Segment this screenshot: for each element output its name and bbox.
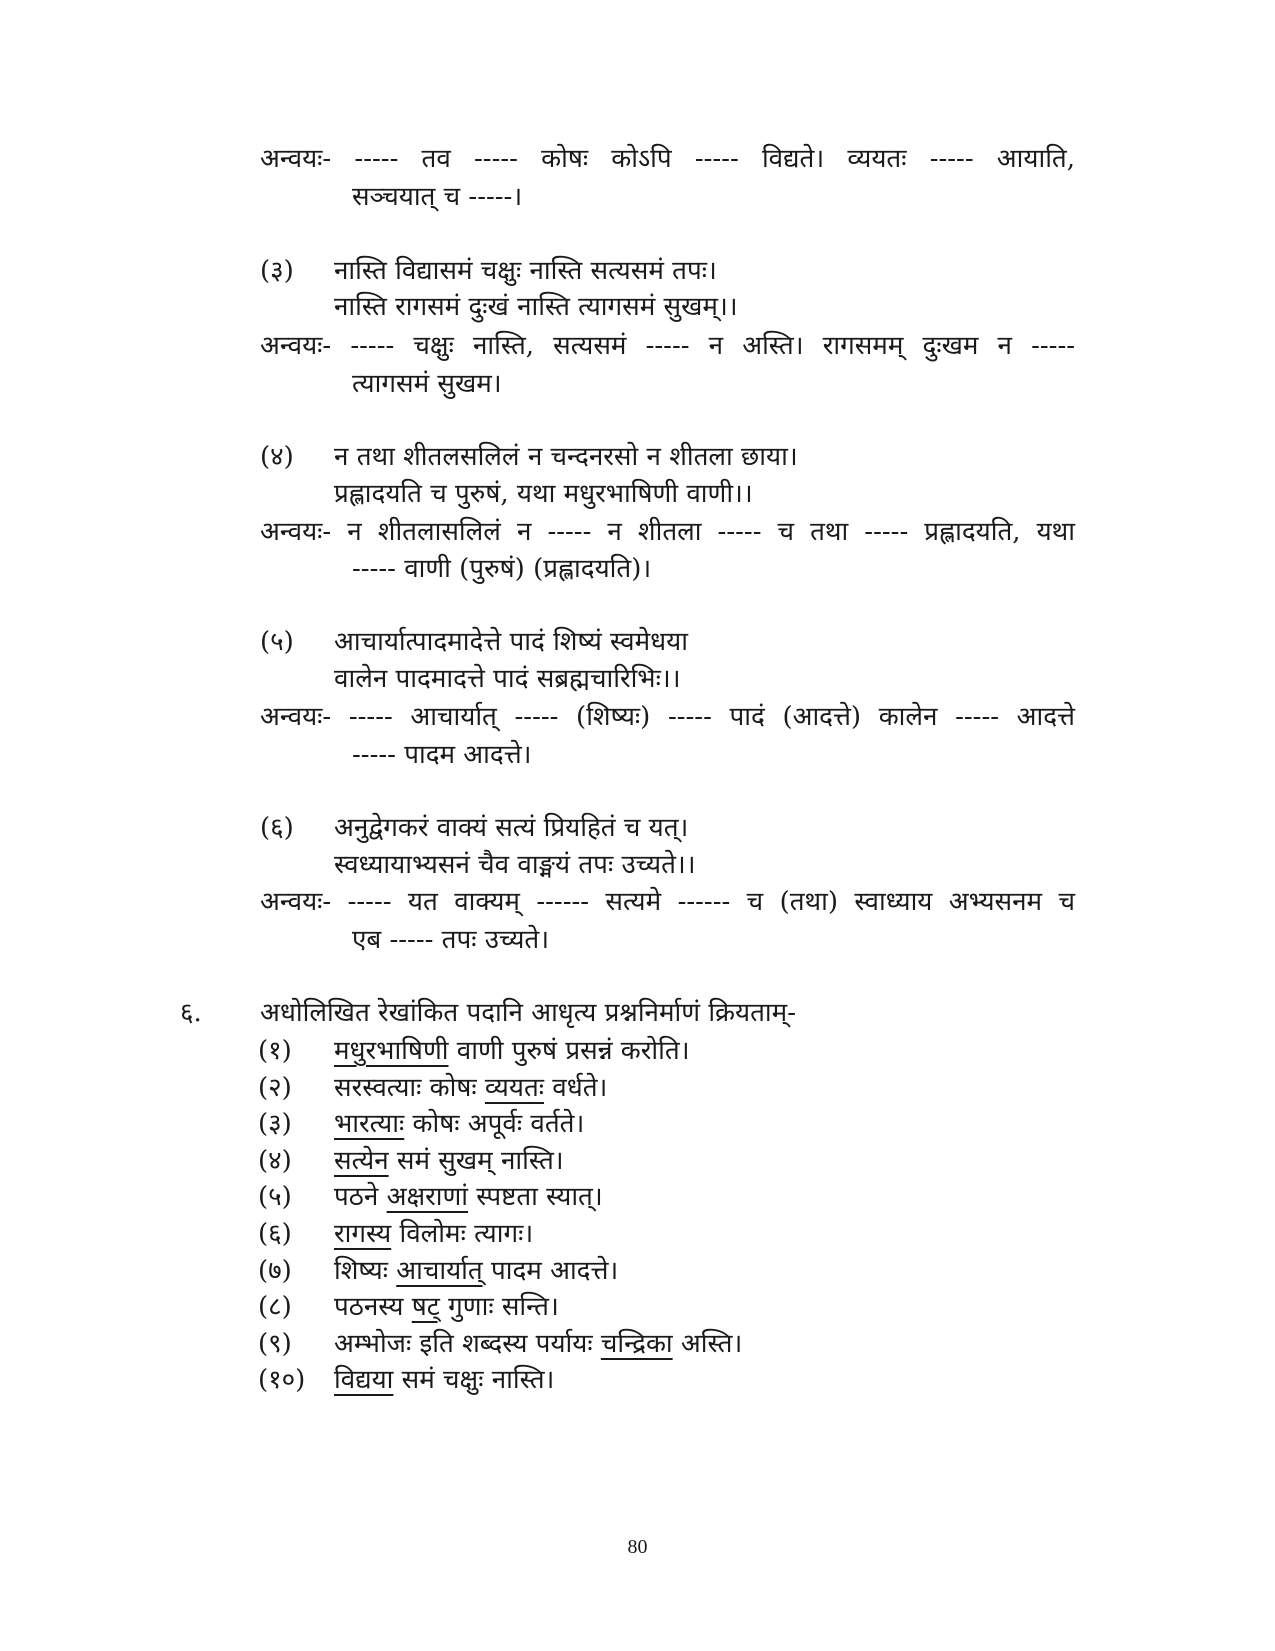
verse-line: आचार्यात्पादमादेत्ते पादं शिष्यं स्वमेधया xyxy=(334,627,688,657)
question-number: ६. xyxy=(180,998,202,1028)
anvaya-continuation: ----- वाणी (पुरुषं) (प्रह्लादयति)। xyxy=(352,554,652,584)
item-number: (१) xyxy=(258,1036,292,1066)
verse-line: नास्ति विद्यासमं चक्षुः नास्ति सत्यसमं तपः। xyxy=(334,256,717,286)
underlined-word: भारत्याः xyxy=(334,1109,405,1139)
sentence-text: विलोमः त्यागः। xyxy=(391,1219,534,1249)
verse-number: (३) xyxy=(260,256,294,286)
anvaya-line: अन्वयः- ----- तव ----- कोषः कोऽपि ----- विद्यते। व्ययतः ----- आयाति, xyxy=(260,144,1076,174)
underlined-word: विद्यया xyxy=(334,1365,394,1395)
item-sentence xyxy=(334,1217,533,1251)
item-sentence xyxy=(334,1034,690,1068)
anvaya-line: अन्वयः- ----- चक्षुः नास्ति, सत्यसमं ----- न अस्ति। रागसमम् दुःखम न ----- xyxy=(260,331,1076,361)
underlined-word: मधुरभाषिणी xyxy=(334,1036,449,1066)
sentence-text: अस्ति। xyxy=(672,1329,743,1359)
sentence-text: वाणी पुरुषं प्रसन्नं करोति। xyxy=(448,1036,690,1066)
anvaya-continuation: ----- पादम आदत्ते। xyxy=(352,740,532,770)
page-number: 80 xyxy=(627,1536,648,1558)
sentence-text: गुणाः सन्ति। xyxy=(439,1292,559,1322)
verse-line: नास्ति रागसमं दुःखं नास्ति त्यागसमं सुखम्।। xyxy=(334,292,738,322)
item-sentence xyxy=(334,1107,584,1141)
sentence-text: कोषः अपूर्वः वर्तते। xyxy=(404,1109,585,1139)
item-sentence xyxy=(334,1180,603,1214)
item-sentence xyxy=(334,1363,554,1397)
underlined-word: अक्षराणां xyxy=(386,1182,468,1212)
item-number: (३) xyxy=(258,1109,292,1139)
item-sentence xyxy=(334,1071,607,1105)
sentence-text: वर्धते। xyxy=(544,1073,608,1103)
verse-line: अनुद्वेगकरं वाक्यं सत्यं प्रियहितं च यत्। xyxy=(334,813,689,843)
sentence-text: अम्भोजः इति शब्दस्य पर्यायः xyxy=(334,1329,601,1359)
item-number: (१०) xyxy=(258,1365,306,1395)
anvaya-continuation: एब ----- तपः उच्यते। xyxy=(352,925,550,955)
item-sentence xyxy=(334,1254,618,1288)
sentence-text: पठने xyxy=(334,1182,387,1212)
item-number: (८) xyxy=(258,1292,292,1322)
sentence-text: सरस्वत्याः कोषः xyxy=(334,1073,485,1103)
verse-line: वालेन पादमादत्ते पादं सब्रह्मचारिभिः।। xyxy=(334,664,681,694)
item-number: (७) xyxy=(258,1256,292,1286)
underlined-word: सत्येन xyxy=(334,1146,389,1176)
question-heading: अधोलिखित रेखांकित पदानि आधृत्य प्रश्ननिर्माणं क्रियताम्- xyxy=(260,998,796,1028)
sentence-text: समं सुखम् नास्ति। xyxy=(388,1146,564,1176)
item-number: (५) xyxy=(258,1182,292,1212)
sentence-text: पठनस्य xyxy=(334,1292,412,1322)
anvaya-line: अन्वयः- ----- यत वाक्यम् ------ सत्यमे ------ च (तथा) स्वाध्याय अभ्यसनम च xyxy=(260,887,1075,917)
sentence-text: समं चक्षुः नास्ति। xyxy=(393,1365,555,1395)
underlined-word: षट् xyxy=(411,1292,440,1322)
sentence-text: शिष्यः xyxy=(334,1256,397,1286)
verse-number: (४) xyxy=(260,442,294,472)
item-number: (२) xyxy=(258,1073,292,1103)
item-sentence xyxy=(334,1327,742,1361)
sentence-text: पादम आदत्ते। xyxy=(482,1256,619,1286)
item-number: (९) xyxy=(258,1329,292,1359)
verse-number: (५) xyxy=(260,627,294,657)
verse-line: न तथा शीतलसलिलं न चन्दनरसो न शीतला छाया। xyxy=(334,442,798,472)
anvaya-line: अन्वयः- ----- आचार्यात् ----- (शिष्यः) ----- पादं (आदत्ते) कालेन ----- आदत्ते xyxy=(260,702,1076,732)
verse-number: (६) xyxy=(260,813,294,843)
underlined-word: चन्द्रिका xyxy=(600,1329,673,1359)
sentence-text: स्पष्टता स्यात्। xyxy=(467,1182,603,1212)
anvaya-continuation: सञ्चयात् च -----। xyxy=(352,182,523,212)
anvaya-line: अन्वयः- न शीतलासलिलं न ----- न शीतला ----- च तथा ----- प्रह्लादयति, यथा xyxy=(260,517,1076,547)
underlined-word: रागस्य xyxy=(334,1219,392,1249)
item-sentence xyxy=(334,1144,564,1178)
item-number: (४) xyxy=(258,1146,292,1176)
anvaya-continuation: त्यागसमं सुखम। xyxy=(352,369,502,399)
item-sentence xyxy=(334,1290,559,1324)
underlined-word: व्ययतः xyxy=(484,1073,545,1103)
verse-line: प्रह्लादयति च पुरुषं, यथा मधुरभाषिणी वाणी।। xyxy=(334,479,753,509)
underlined-word: आचार्यात् xyxy=(396,1256,483,1286)
item-number: (६) xyxy=(258,1219,292,1249)
verse-line: स्वध्यायाभ्यसनं चैव वाङ्मयं तपः उच्यते।। xyxy=(334,850,696,880)
